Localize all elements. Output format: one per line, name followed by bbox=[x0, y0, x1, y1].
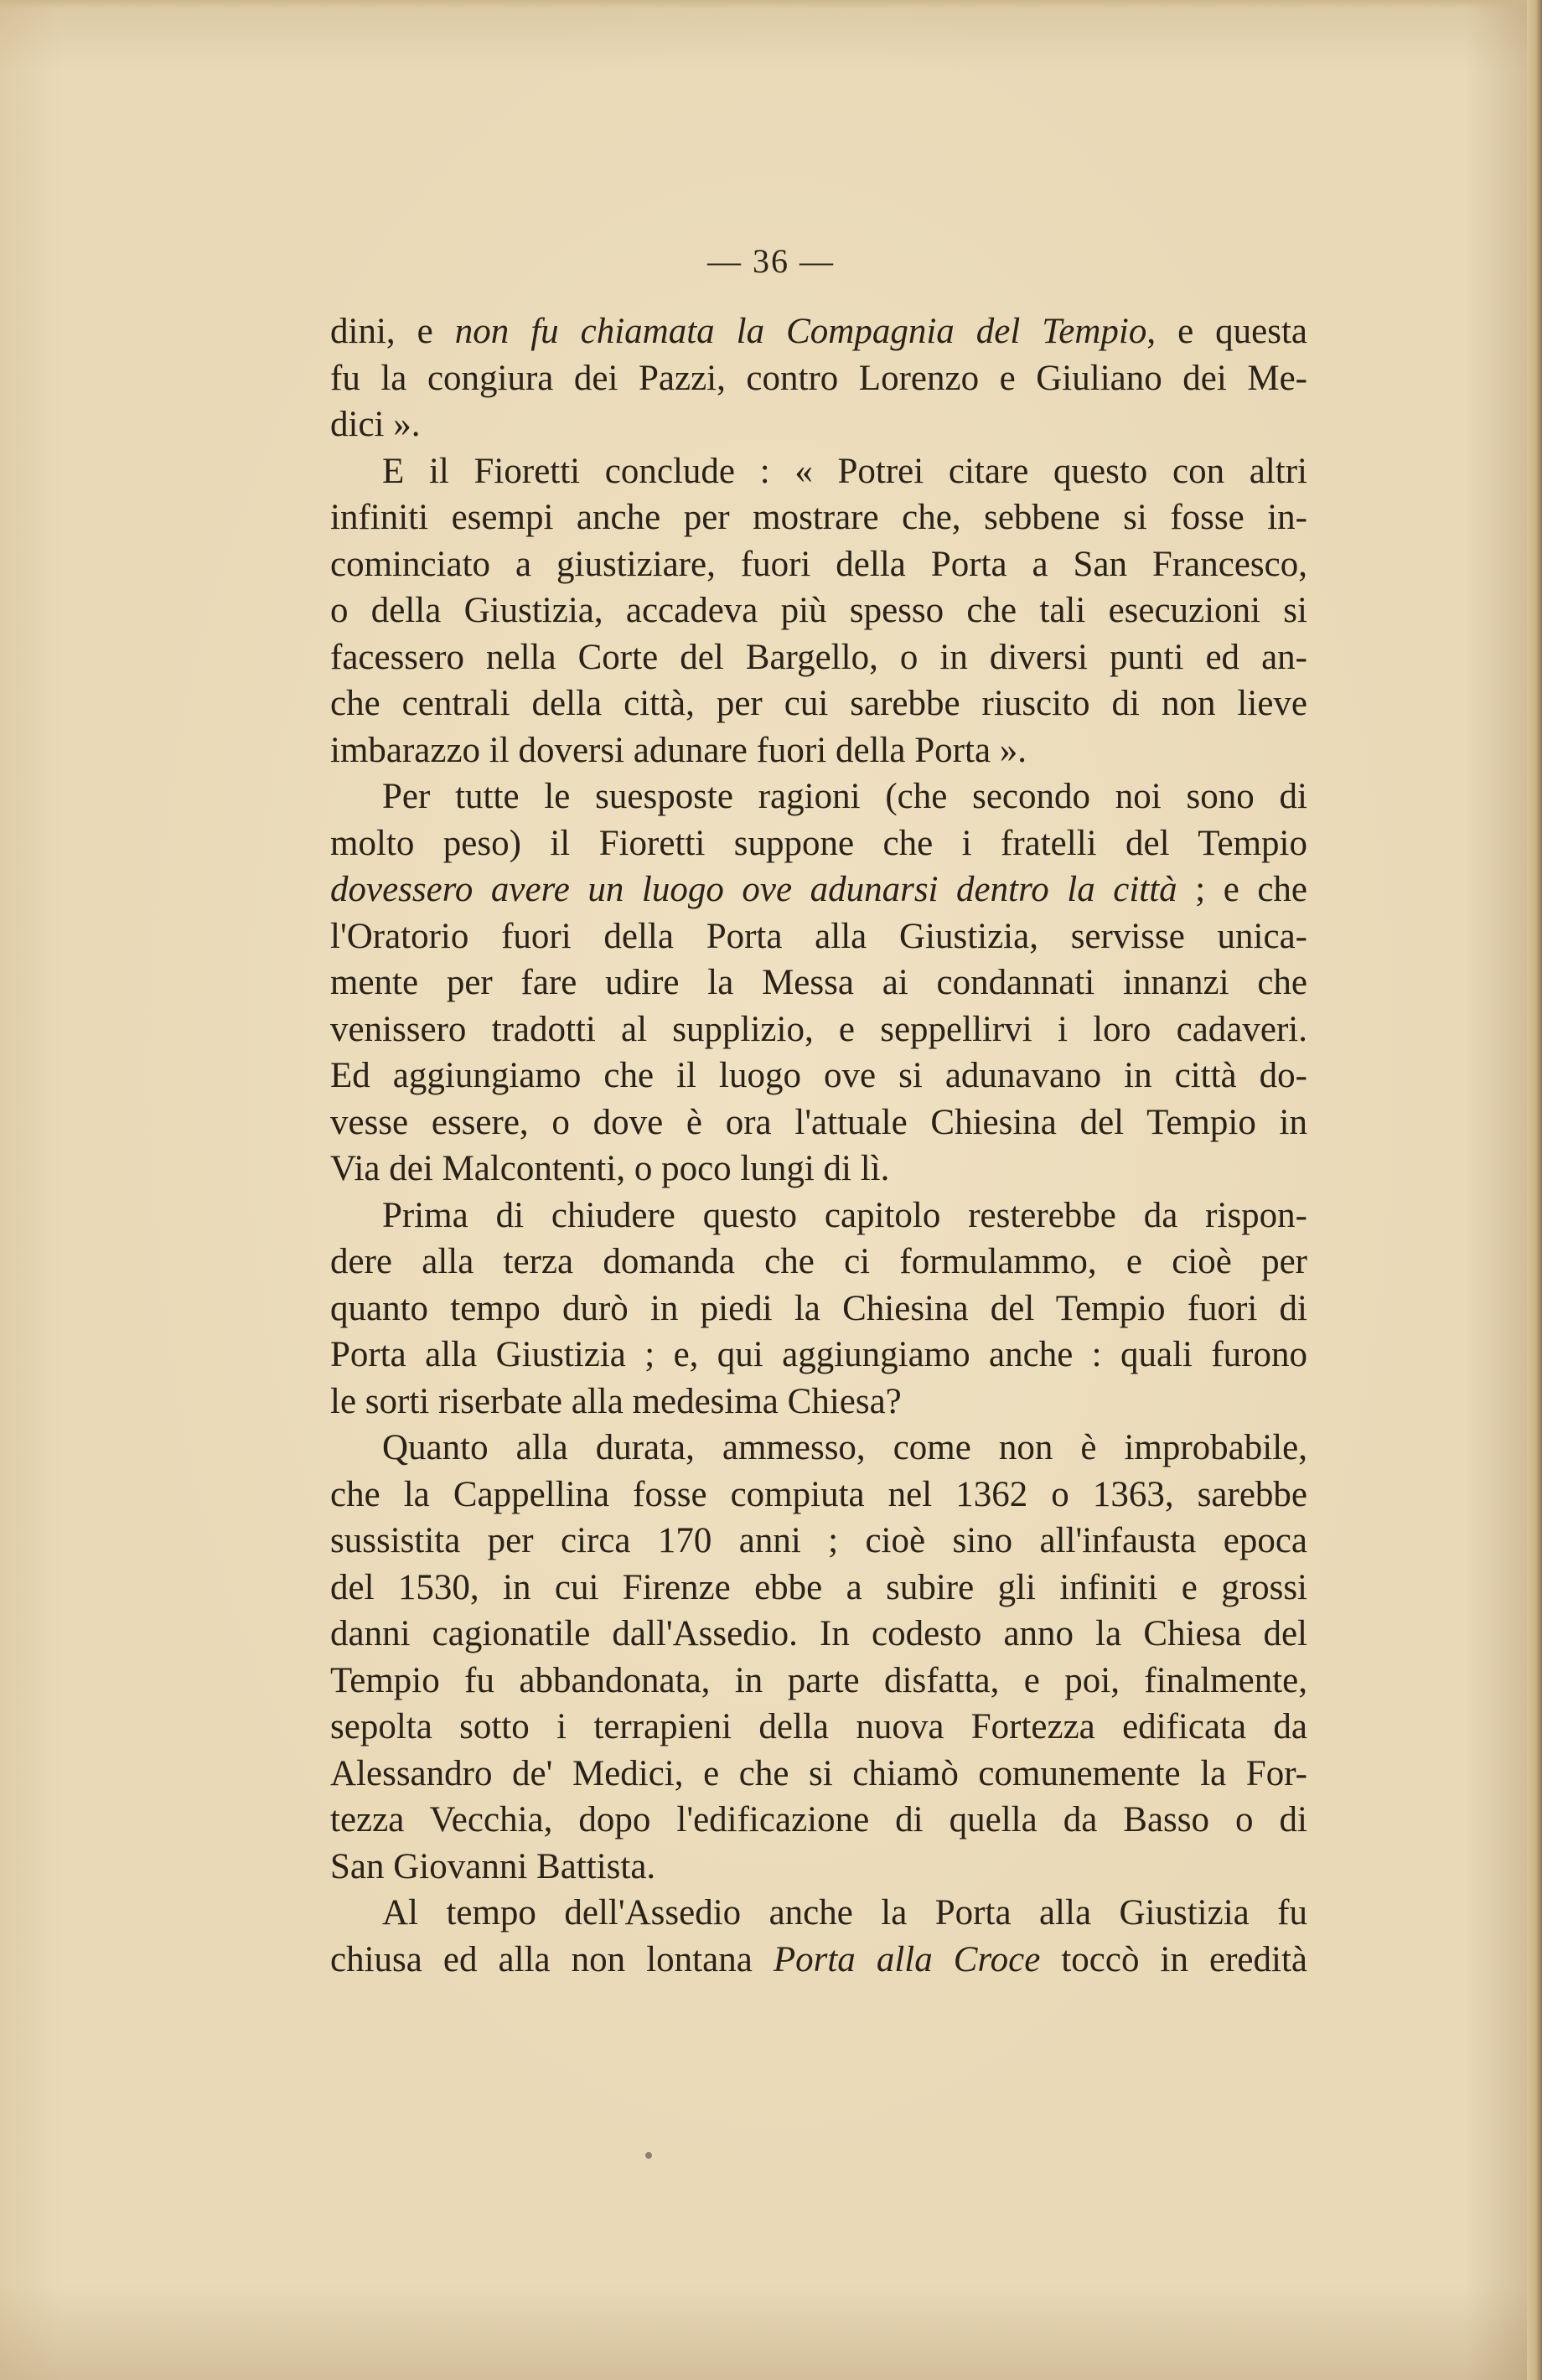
text-line bbox=[330, 1099, 1307, 1146]
text-line bbox=[330, 587, 1307, 634]
text-run: mente per fare udire la Messa ai condannati innanzi che bbox=[330, 963, 1307, 1002]
text-line bbox=[330, 913, 1307, 960]
text-run: dovessero avere un luogo ove adunarsi dentro la città bbox=[330, 870, 1177, 909]
page-right-edge bbox=[1527, 0, 1542, 2380]
text-line bbox=[330, 634, 1307, 681]
text-run: , e questa bbox=[1146, 312, 1308, 351]
text-run: tezza Vecchia, dopo l'edificazione di quella da Basso o di bbox=[330, 1800, 1307, 1839]
text-run: Porta alla Croce bbox=[773, 1939, 1041, 1979]
text-line bbox=[330, 1379, 1307, 1425]
text-run: Quanto alla durata, ammesso, come non è improbabile, bbox=[382, 1428, 1307, 1467]
text-line bbox=[330, 1193, 1307, 1239]
paragraph bbox=[330, 1193, 1307, 1425]
text-line bbox=[330, 820, 1307, 867]
text-line bbox=[330, 1425, 1307, 1472]
text-line bbox=[330, 494, 1307, 541]
text-line bbox=[330, 308, 1307, 355]
text-line bbox=[330, 1658, 1307, 1705]
text-run: l'Oratorio fuori della Porta alla Giustizia, servisse unica- bbox=[330, 916, 1307, 956]
text-line bbox=[330, 401, 1307, 448]
text-run: sussistita per circa 170 anni ; cioè sino all'infausta epoca bbox=[330, 1521, 1307, 1560]
text-run: dici ». bbox=[330, 405, 421, 444]
text-line bbox=[330, 1937, 1307, 1984]
text-line bbox=[330, 1518, 1307, 1565]
text-run: Porta alla Giustizia ; e, qui aggiungiamo anche : quali furono bbox=[330, 1335, 1307, 1374]
text-run: dere alla terza domanda che ci formulammo, e cioè per bbox=[330, 1242, 1307, 1281]
text-line bbox=[330, 774, 1307, 820]
text-line bbox=[330, 1006, 1307, 1053]
text-run: le sorti riserbate alla medesima Chiesa? bbox=[330, 1381, 902, 1421]
text-run: sepolta sotto i terrapieni della nuova Fortezza edificata da bbox=[330, 1707, 1307, 1746]
text-line bbox=[330, 1239, 1307, 1286]
text-run: molto peso) il Fioretti suppone che i fratelli del Tempio bbox=[330, 823, 1307, 863]
text-run: o della Giustizia, accadeva più spesso che tali esecuzioni si bbox=[330, 591, 1307, 630]
text-run: danni cagionatile dall'Assedio. In codesto anno la Chiesa del bbox=[330, 1614, 1307, 1653]
text-line bbox=[330, 1844, 1307, 1891]
text-run: infiniti esempi anche per mostrare che, sebbene si fosse in- bbox=[330, 498, 1307, 537]
text-run: non fu chiamata la Compagnia del Tempio bbox=[454, 312, 1147, 351]
text-run: Via dei Malcontenti, o poco lungi di lì. bbox=[330, 1149, 890, 1188]
text-run: cominciato a giustiziare, fuori della Porta a San Francesco, bbox=[330, 544, 1307, 584]
text-run: fu la congiura dei Pazzi, contro Lorenzo e Giuliano dei Me- bbox=[330, 358, 1307, 398]
text-line bbox=[330, 355, 1307, 402]
text-run: Alessandro de' Medici, e che si chiamò comunemente la For- bbox=[330, 1753, 1307, 1793]
text-line bbox=[330, 1472, 1307, 1519]
text-run: del 1530, in cui Firenze ebbe a subire gli infiniti e grossi bbox=[330, 1567, 1307, 1607]
text-run: E il Fioretti conclude : « Potrei citare questo con altri bbox=[382, 451, 1307, 491]
text-run: ; e che bbox=[1177, 870, 1307, 909]
paragraph bbox=[330, 448, 1307, 774]
text-line bbox=[330, 1797, 1307, 1844]
page-top-edge bbox=[0, 0, 1542, 8]
text-line bbox=[330, 1751, 1307, 1798]
text-line bbox=[330, 867, 1307, 913]
text-line bbox=[330, 1332, 1307, 1379]
text-run: Ed aggiungiamo che il luogo ove si adunavano in città do- bbox=[330, 1056, 1307, 1095]
text-run: che la Cappellina fosse compiuta nel 1362 o 1363, sarebbe bbox=[330, 1474, 1307, 1514]
text-line bbox=[330, 1611, 1307, 1658]
text-line bbox=[330, 727, 1307, 774]
paragraph bbox=[330, 774, 1307, 1193]
text-run: San Giovanni Battista. bbox=[330, 1846, 656, 1886]
text-run: imbarazzo il doversi adunare fuori della Porta ». bbox=[330, 730, 1027, 770]
text-run: Per tutte le suesposte ragioni (che secondo noi sono di bbox=[382, 777, 1307, 816]
text-line bbox=[330, 1053, 1307, 1099]
text-run: vesse essere, o dove è ora l'attuale Chiesina del Tempio in bbox=[330, 1102, 1307, 1142]
text-run: facessero nella Corte del Bargello, o in diversi punti ed an- bbox=[330, 637, 1307, 677]
text-line bbox=[330, 1286, 1307, 1332]
text-run: che centrali della città, per cui sarebbe riuscito di non lieve bbox=[330, 684, 1307, 723]
text-line bbox=[330, 541, 1307, 588]
body-text bbox=[330, 308, 1307, 1983]
paper-speck bbox=[645, 2152, 652, 2159]
text-run: quanto tempo durò in piedi la Chiesina del Tempio fuori di bbox=[330, 1288, 1307, 1328]
text-run: Tempio fu abbandonata, in parte disfatta, e poi, finalmente, bbox=[330, 1660, 1307, 1700]
paragraph bbox=[330, 1890, 1307, 1983]
text-run: toccò in eredità bbox=[1040, 1939, 1307, 1979]
text-line bbox=[330, 448, 1307, 495]
text-line bbox=[330, 1565, 1307, 1612]
text-line bbox=[330, 680, 1307, 727]
text-line bbox=[330, 1890, 1307, 1937]
text-line bbox=[330, 960, 1307, 1006]
page-number: — 36 — bbox=[707, 242, 835, 280]
text-run: venissero tradotti al supplizio, e seppellirvi i loro cadaveri. bbox=[330, 1009, 1307, 1049]
paragraph bbox=[330, 308, 1307, 448]
text-run: Al tempo dell'Assedio anche la Porta alla Giustizia fu bbox=[382, 1893, 1307, 1932]
text-run: Prima di chiudere questo capitolo resterebbe da rispon- bbox=[382, 1195, 1307, 1235]
text-run: chiusa ed alla non lontana bbox=[330, 1939, 774, 1979]
text-run: dini, e bbox=[330, 312, 455, 351]
text-line bbox=[330, 1704, 1307, 1751]
paragraph bbox=[330, 1425, 1307, 1890]
text-line bbox=[330, 1146, 1307, 1193]
